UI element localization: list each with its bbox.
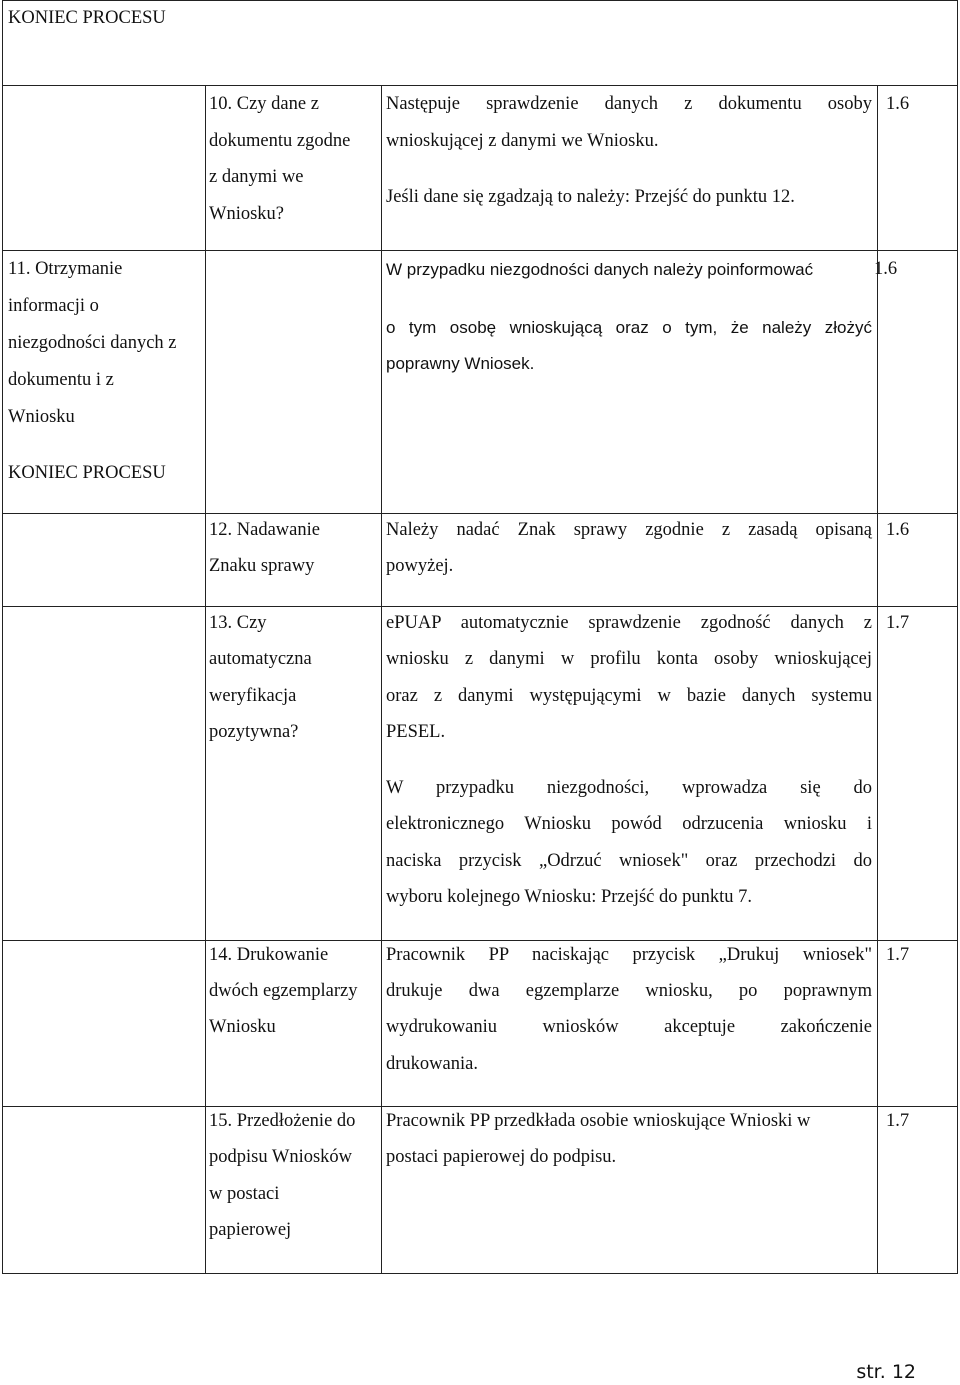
step-name-line: dokumentu zgodne [209, 131, 351, 151]
step-description-line: elektronicznego Wniosku powód odrzucenia wniosku i [386, 814, 872, 834]
step-description-line: poprawny Wniosek. [386, 354, 535, 373]
column-divider [205, 85, 206, 1274]
step-name-line: 12. Nadawanie [209, 520, 320, 540]
step-name-line: Znaku sprawy [209, 556, 315, 576]
step-name-line: niezgodności danych z [8, 333, 177, 353]
page-number: str. 12 [856, 1361, 916, 1383]
step-description-line: W przypadku niezgodności danych należy poinformować [386, 260, 814, 279]
step-description-line: ePUAP automatycznie sprawdzenie zgodność danych z [386, 613, 872, 633]
step-name-line: 10. Czy dane z [209, 94, 319, 114]
column-divider [381, 85, 382, 1274]
step-description-line: drukuje dwa egzemplarze wniosku, po poprawnym [386, 981, 872, 1001]
table-border-bottom [2, 1273, 958, 1274]
process-end-label: KONIEC PROCESU [8, 8, 166, 28]
step-description-line: o tym osobę wnioskującą oraz o tym, że należy złożyć [386, 318, 872, 337]
step-name-line: 14. Drukowanie [209, 945, 329, 965]
step-name-line: dwóch egzemplarzy [209, 981, 358, 1001]
process-end-label: KONIEC PROCESU [8, 463, 166, 483]
step-description-line: wydrukowaniu wniosków akceptuje zakończenie [386, 1017, 872, 1037]
step-name-line: Wniosku [209, 1017, 276, 1037]
step-description-line: W przypadku niezgodności, wprowadza się do [386, 778, 872, 798]
step-reference: 1.7 [886, 1111, 910, 1131]
step-description-line: PESEL. [386, 722, 446, 742]
step-reference: 1.6 [886, 520, 910, 540]
step-name-line: dokumentu i z [8, 370, 114, 390]
step-name-line: podpisu Wniosków [209, 1147, 353, 1167]
step-name-line: 11. Otrzymanie [8, 259, 123, 279]
step-description-line: Należy nadać Znak sprawy zgodnie z zasadą opisaną [386, 520, 872, 540]
step-description-line: naciska przycisk „Odrzuć wniosek" oraz przechodzi do [386, 851, 872, 871]
step-name-line: papierowej [209, 1220, 292, 1240]
step-description-line: Pracownik PP naciskając przycisk „Drukuj wniosek" [386, 945, 872, 965]
step-name-line: w postaci [209, 1184, 280, 1204]
step-reference: 1.7 [886, 945, 910, 965]
step-description-line: wnioskującej z danymi we Wniosku. [386, 131, 659, 151]
step-description-line: oraz z danymi występującymi w bazie danych systemu [386, 686, 872, 706]
step-name-line: 13. Czy [209, 613, 267, 633]
table-border-right [957, 0, 958, 1274]
step-description-line: wyboru kolejnego Wniosku: Przejść do punktu 7. [386, 887, 753, 907]
step-name-line: weryfikacja [209, 686, 297, 706]
step-description-line: Pracownik PP przedkłada osobie wnioskujące Wnioski w [386, 1111, 811, 1131]
step-name-line: 15. Przedłożenie do [209, 1111, 356, 1131]
step-description-line: Następuje sprawdzenie danych z dokumentu osoby [386, 94, 872, 114]
step-description-line: powyżej. [386, 556, 454, 576]
table-border-left [2, 0, 3, 1274]
step-name-line: Wniosku [8, 407, 75, 427]
step-description-line: wniosku z danymi w profilu konta osoby wnioskującej [386, 649, 872, 669]
step-reference: 1.7 [886, 613, 910, 633]
step-description-line: postaci papierowej do podpisu. [386, 1147, 617, 1167]
step-description-line: drukowania. [386, 1054, 478, 1074]
step-name-line: pozytywna? [209, 722, 299, 742]
step-name-line: z danymi we [209, 167, 304, 187]
step-description-line: Jeśli dane się zgadzają to należy: Przejść do punktu 12. [386, 187, 795, 207]
step-name-line: Wniosku? [209, 204, 285, 224]
step-name-line: automatyczna [209, 649, 312, 669]
row-divider [2, 250, 958, 251]
step-name-line: informacji o [8, 296, 99, 316]
step-reference: 1.6 [886, 94, 910, 114]
step-reference: 1.6 [874, 259, 898, 279]
